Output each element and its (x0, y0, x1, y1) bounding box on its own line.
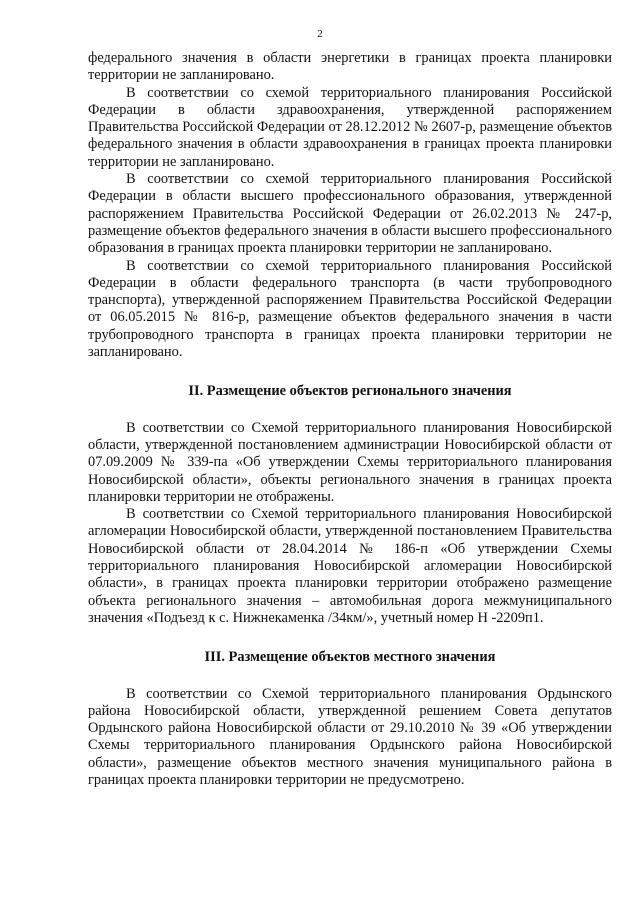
paragraph-regional-agglomeration: В соответствии со Схемой территориального планирования Новосибирской агломерации Новосибирской области, утвержденной постановлением Правительства Новосибирской области от 28.04.2014 № 186-п «Об утверждении Схемы территориального планирования Новосибирской агломерации Новосибирской области», в границах проекта планировки территории отображено размещение объекта регионального значения – автомобильная дорога межмуниципального значения «Подъезд к с. Нижнекаменка /34км/», учетный номер Н -2209п1. (88, 506, 612, 626)
document-body (88, 50, 612, 789)
paragraph-regional-nso: В соответствии со Схемой территориального планирования Новосибирской области, утвержденной постановлением администрации Новосибирской области от 07.09.2009 № 339-па «Об утверждении Схемы территориального планирования Новосибирской области», объекты регионального значения в границах проекта планировки территории не отображены. (88, 419, 612, 505)
page-number: 2 (317, 28, 323, 40)
paragraph-pipeline-transport: В соответствии со схемой территориального планирования Российской Федерации в области федерального транспорта (в части трубопроводного транспорта), утвержденной распоряжением Правительства Российской Федерации от 06.05.2015 № 816-р, размещение объектов федерального значения в части трубопроводного транспорта в границах проекта планировки территории не запланировано. (88, 257, 612, 361)
section-local-body (88, 686, 612, 790)
section-heading-regional: II. Размещение объектов регионального значения (188, 383, 512, 400)
paragraph-healthcare: В соответствии со схемой территориального планирования Российской Федерации в области здравоохранения, утвержденной распоряжением Правительства Российской Федерации от 28.12.2012 № 2607-р, размещение объектов федерального значения в области здравоохранения в границах проекта планировки территории не запланировано. (88, 84, 612, 170)
paragraph-local-ordynsky: В соответствии со Схемой территориального планирования Ордынского района Новосибирской области, утвержденной решением Совета депутатов Ордынского района Новосибирской области от 29.10.2010 № 39 «Об утверждении Схемы территориального планирования Ордынского района Новосибирской области», размещение объектов местного значения муниципального района в границах проекта планировки территории не предусмотрено. (88, 685, 612, 788)
section-heading-local: III. Размещение объектов местного значения (204, 649, 496, 666)
section-regional-body (88, 420, 612, 628)
paragraph-higher-education: В соответствии со схемой территориального планирования Российской Федерации в области высшего профессионального образования, утвержденной распоряжением Правительства Российской Федерации от 26.02.2013 № 247-р, размещение объектов федерального значения в области высшего профессионального образования в границах проекта планировки территории не запланировано. (88, 171, 612, 257)
paragraph-energy-continuation: федерального значения в области энергетики в границах проекта планировки территории не запланировано. (88, 50, 612, 84)
